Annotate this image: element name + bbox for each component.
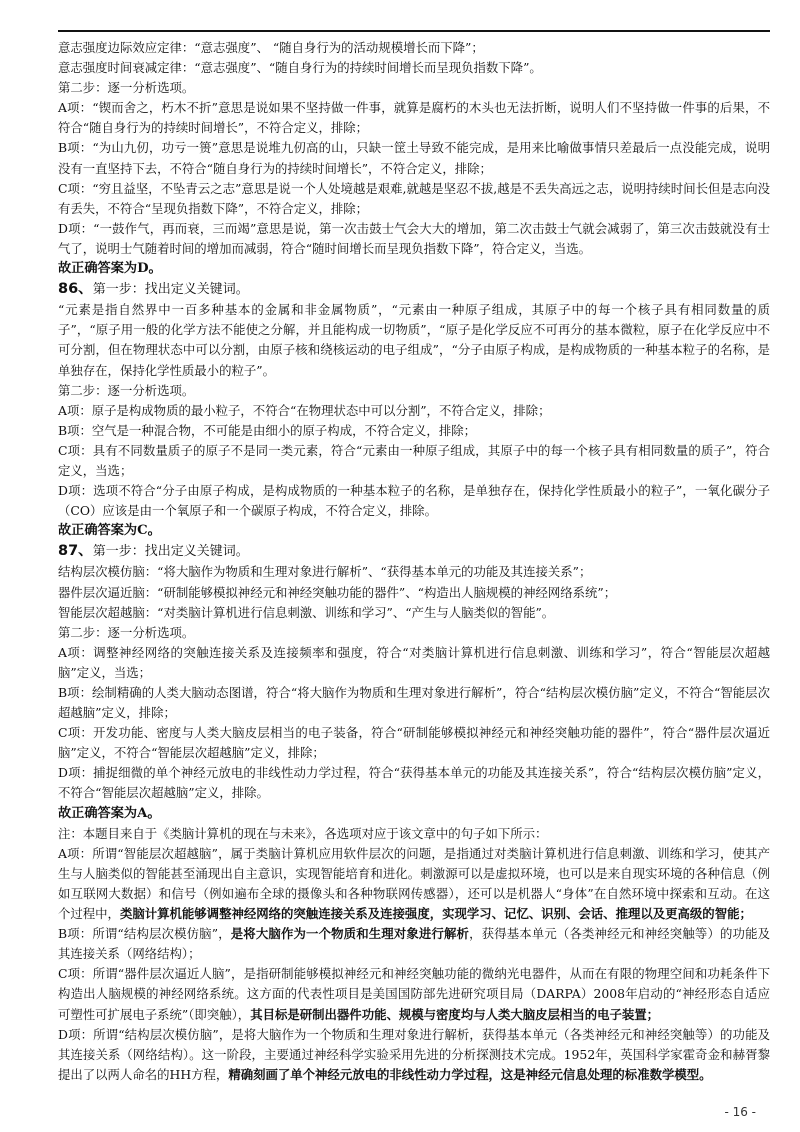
q87-option-c: C项：开发功能、密度与人类大脑皮层相当的电子装备，符合“研制能够模拟神经元和神经突触功能的器件”，符合“器件层次逼近脑”定义，不符合“智能层次超越脑”定义，排除；: [58, 725, 770, 761]
q85-keyword-line-2: 意志强度时间衰减定律：“意志强度”、“随自身行为的持续时间增长而呈现负指数下降”。: [58, 60, 542, 76]
q85-option-a: A项：“锲而舍之，朽木不折”意思是说如果不坚持做一件事，就算是腐朽的木头也无法折断，说明人们不坚持做一件事的后果，不符合“随自身行为的持续时间增长”，不符合定义，排除；: [58, 100, 770, 136]
q87-note-b-emphasis: 是将大脑作为一个物质和生理对象进行解析: [230, 926, 470, 942]
q86-heading: [58, 279, 770, 300]
q86-option-d: D项：选项不符合“分子由原子构成，是构成物质的一种基本粒子的名称，是单独存在，保持化学性质最小的粒子”，一氧化碳分子（CO）应该是由一个氧原子和一个碳原子构成，不符合定义，排除。: [58, 483, 770, 519]
q87-option-b: B项：绘制精确的人类大脑动态图谱，符合“将大脑作为物质和生理对象进行解析”，符合“结构层次模仿脑”定义，不符合“智能层次超越脑”定义，排除；: [58, 685, 770, 721]
q85-option-c: C项：“穷且益坚，不坠青云之志”意思是说一个人处境越是艰难,就越是坚忍不拔,越是不丢失高远之志，说明持续时间长但是志向没有丢失，不符合“呈现负指数下降”，不符合定义，排除；: [58, 180, 770, 216]
q87-note-d-emphasis: 精确刻画了单个神经元放电的非线性动力学过程，这是神经元信息处理的标准数学模型。: [228, 1066, 712, 1082]
q87-note-d-text: D项：所谓“结构层次模仿脑”，是将大脑作为一个物质和生理对象进行解析，获得基本单元（各类神经元和神经突触等）的功能及其连接关系（网络结构）。这一阶段，主要通过神经科学实验采用先进的分析探测技术完成。1952年，英国科学家霍奇金和赫胥黎提出了以两人命名的HH方程，: [58, 1026, 770, 1082]
q86-number: 86、: [58, 281, 93, 298]
q87-heading: [58, 541, 770, 562]
header-rule: [58, 30, 770, 32]
q87-option-d: D项：捕捉细微的单个神经元放电的非线性动力学过程，符合“获得基本单元的功能及其连接关系”，符合“结构层次模仿脑”定义，不符合“智能层次超越脑”定义，排除。: [58, 765, 770, 801]
q87-note-b-text-1: B项：所谓“结构层次模仿脑”，: [58, 926, 231, 942]
q87-step-2: 第二步：逐一分析选项。: [58, 624, 195, 640]
page-number: - 16 -: [724, 1105, 756, 1119]
q87-keyword-2: 器件层次逼近脑：“研制能够模拟神经元和神经突触功能的器件”、“构造出人脑规模的神经网络系统”；: [58, 584, 617, 600]
q87-note-intro: 注：本题目来自于《类脑计算机的现在与未来》，各选项对应于该文章中的句子如下所示：: [58, 825, 548, 841]
q85-option-d: D项：“一鼓作气，再而衰，三而竭”意思是说，第一次击鼓士气会大大的增加，第二次击鼓士气就会减弱了，第三次击鼓就没有士气了，说明士气随着时间的增加而减弱，符合“随时间增长而呈现负指数下降”，符合定义，当选。: [58, 220, 770, 256]
q85-keyword-line-1: 意志强度边际效应定律：“意志强度”、 “随自身行为的活动规模增长而下降”；: [58, 40, 484, 55]
q87-note-a: [58, 844, 770, 924]
q86-step-1: 第一步：找出定义关键词。: [92, 282, 249, 298]
q87-note-a-text: A项：所谓“智能层次超越脑”，属于类脑计算机应用软件层次的问题，是指通过对类脑计算机进行信息刺激、训练和学习，使其产生与人脑类似的智能甚至涌现出自主意识，实现智能培育和进化。刺激源可以是虚拟环境，也可以是来自现实环境的各种信息（例如互联网大数据）和信号（例如遍布全球的摄像头和各种物联网传感器），还可以是机器人“身体”在自然环境中探索和互动。在这个过程中，: [58, 845, 770, 922]
q87-note-c-emphasis: 其目标是研制出器件功能、规模与密度均与人类大脑皮层相当的电子装置；: [250, 1006, 660, 1022]
q87-note-c-text: C项：所谓“器件层次逼近人脑”，是指研制能够模拟神经元和神经突触功能的微纳光电器件，从而在有限的物理空间和功耗条件下构造出人脑规模的神经网络系统。这方面的代表性项目是美国国防部先进研究项目局（DARPA）2008年启动的“神经形态自适应可塑性可扩展电子系统”（即突触），: [58, 966, 770, 1022]
q87-answer: 故正确答案为A。: [58, 805, 161, 821]
q87-keyword-1: 结构层次模仿脑：“将大脑作为物质和生理对象进行解析”、“获得基本单元的功能及其连接关系”；: [58, 564, 592, 580]
q87-keyword-3: 智能层次超越脑：“对类脑计算机进行信息刺激、训练和学习”、“产生与人脑类似的智能”。: [58, 604, 555, 620]
q87-note-c: [58, 964, 770, 1024]
q87-note-a-emphasis: 类脑计算机能够调整神经网络的突触连接关系及连接强度，实现学习、记忆、识别、会话、推理以及更高级的智能；: [119, 906, 752, 922]
q85-option-b: B项：“为山九仞，功亏一篑”意思是说堆九仞高的山，只缺一筐土导致不能完成，是用来比喻做事情只差最后一点没能完成，说明没有一直坚持下去，不符合“随自身行为的持续时间增长”，不符合定义，排除；: [58, 140, 770, 176]
q87-number: 87、: [58, 543, 93, 560]
q87-step-1: 第一步：找出定义关键词。: [92, 544, 249, 560]
q86-answer: 故正确答案为C。: [58, 523, 161, 539]
q85-answer: 故正确答案为D。: [58, 261, 162, 277]
q86-option-b: B项：空气是一种混合物，不可能是由细小的原子构成，不符合定义，排除；: [58, 422, 476, 438]
q86-step-2: 第二步：逐一分析选项。: [58, 382, 195, 398]
q86-option-a: A项：原子是构成物质的最小粒子，不符合“在物理状态中可以分割”，不符合定义，排除；: [58, 402, 551, 418]
q85-step-2: 第二步：逐一分析选项。: [58, 80, 195, 96]
q86-keywords: “元素是指自然界中一百多种基本的金属和非金属物质”，“元素由一种原子组成，其原子中的每一个核子具有相同数量的质子”，“原子用一般的化学方法不能使之分解，并且能构成一切物质”，“原子是化学反应不可再分的基本微粒，原子在化学反应中不可分割，但在物理状态中可以分割，由原子核和绕核运动的电子组成”，“分子由原子构成，是构成物质的一种基本粒子的名称，是单独存在，保持化学性质最小的粒子”。: [58, 302, 770, 378]
q86-option-c: C项：具有不同数量质子的原子不是同一类元素，符合“元素由一种原子组成，其原子中的每一个核子具有相同数量的质子”，符合定义，当选；: [58, 442, 770, 478]
q87-option-a: A项：调整神经网络的突触连接关系及连接频率和强度，符合“对类脑计算机进行信息刺激、训练和学习”，符合“智能层次超越脑”定义，当选；: [58, 644, 770, 680]
q87-note-b-text-2: ，获得基本单元（各类神经元和神经突触等）的功能及其连接关系（网络结构）；: [58, 926, 771, 962]
q87-note-b: [58, 924, 770, 964]
page-content: [58, 38, 770, 1085]
q87-note-d: [58, 1025, 770, 1085]
